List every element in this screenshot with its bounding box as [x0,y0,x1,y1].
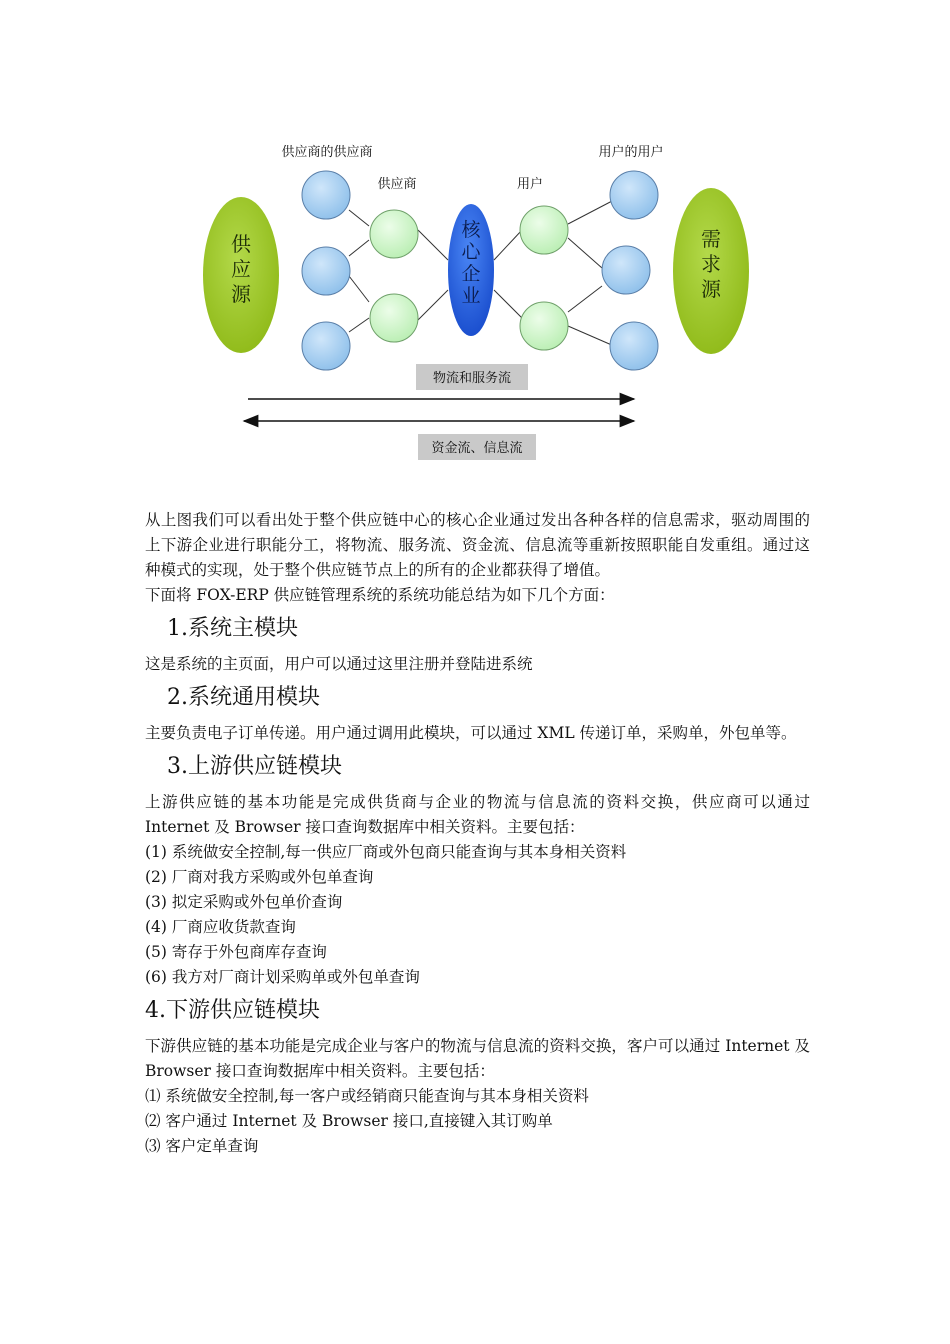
section-4-body: 下游供应链的基本功能是完成企业与客户的物流与信息流的资料交换，客户可以通过 Internet 及 Browser 接口查询数据库中相关资料。主要包括： [145,1037,810,1080]
section-3-body: 上游供应链的基本功能是完成供货商与企业的物流与信息流的资料交换，供应商可以通过 Internet 及 Browser 接口查询数据库中相关资料。主要包括： [145,793,810,836]
flow1-label: 物流和服务流 [432,371,512,386]
core-char-4: 业 [461,285,481,307]
section-3-title: 3.上游供应链模块 [167,754,342,779]
list-item: ⑶ 客户定单查询 [145,1137,259,1155]
list-item: (5) 寄存于外包商库存查询 [145,943,327,961]
user-node [520,302,568,350]
supply-source-char-2: 应 [231,257,251,281]
core-char-3: 企 [461,263,481,285]
intro-paragraph-1: 从上图我们可以看出处于整个供应链中心的核心企业通过发出各种各样的信息需求，驱动周围的上下游企业进行职能分工，将物流、服务流、资金流、信息流等重新按照职能自发重组。通过这种模式的实现，处于整个供应链节点上的所有的企业都获得了增值。 [145,511,810,579]
list-item: (4) 厂商应收货款查询 [145,918,296,936]
section-1-body: 这是系统的主页面，用户可以通过这里注册并登陆进系统 [145,655,533,673]
supplier-supplier-node [302,322,350,370]
list-item: (6) 我方对厂商计划采购单或外包单查询 [145,968,420,986]
core-char-1: 核 [461,219,481,241]
section-4-title: 4.下游供应链模块 [145,998,320,1023]
user-node [520,206,568,254]
core-char-2: 心 [461,241,481,263]
supplier-supplier-node [302,247,350,295]
demand-source-char-1: 需 [701,227,721,251]
section-2-body: 主要负责电子订单传递。用户通过调用此模块，可以通过 XML 传递订单，采购单，外包单等。 [145,724,797,742]
section-3-list [145,840,810,990]
supplier-node [370,294,418,342]
document-body [145,508,810,1159]
list-item: (1) 系统做安全控制,每一供应厂商或外包商只能查询与其本身相关资料 [145,843,627,861]
user-user-node [602,246,650,294]
user-user-node [610,171,658,219]
section-2-title: 2.系统通用模块 [167,685,320,710]
label-supplier: 供应商 [377,177,417,192]
demand-source-char-2: 求 [701,252,721,276]
list-item: ⑴ 系统做安全控制,每一客户或经销商只能查询与其本身相关资料 [145,1087,589,1105]
demand-source-char-3: 源 [701,277,721,301]
label-user-of-user: 用户的用户 [598,145,664,160]
label-user: 用户 [516,177,544,192]
list-item: (3) 拟定采购或外包单价查询 [145,893,343,911]
list-item: (2) 厂商对我方采购或外包单查询 [145,868,374,886]
section-4-list [145,1084,810,1159]
supply-source-char-1: 供 [231,232,251,256]
supply-source-char-3: 源 [231,282,251,306]
supplier-supplier-node [302,171,350,219]
label-supplier-of-supplier: 供应商的供应商 [281,145,373,160]
supply-chain-diagram [196,134,776,484]
intro-paragraph-2: 下面将 FOX-ERP 供应链管理系统的系统功能总结为如下几个方面： [145,586,615,604]
supplier-node [370,210,418,258]
user-user-node [610,322,658,370]
list-item: ⑵ 客户通过 Internet 及 Browser 接口,直接键入其订购单 [145,1112,553,1130]
flow2-label: 资金流、信息流 [431,441,523,456]
section-1-title: 1.系统主模块 [167,616,298,641]
